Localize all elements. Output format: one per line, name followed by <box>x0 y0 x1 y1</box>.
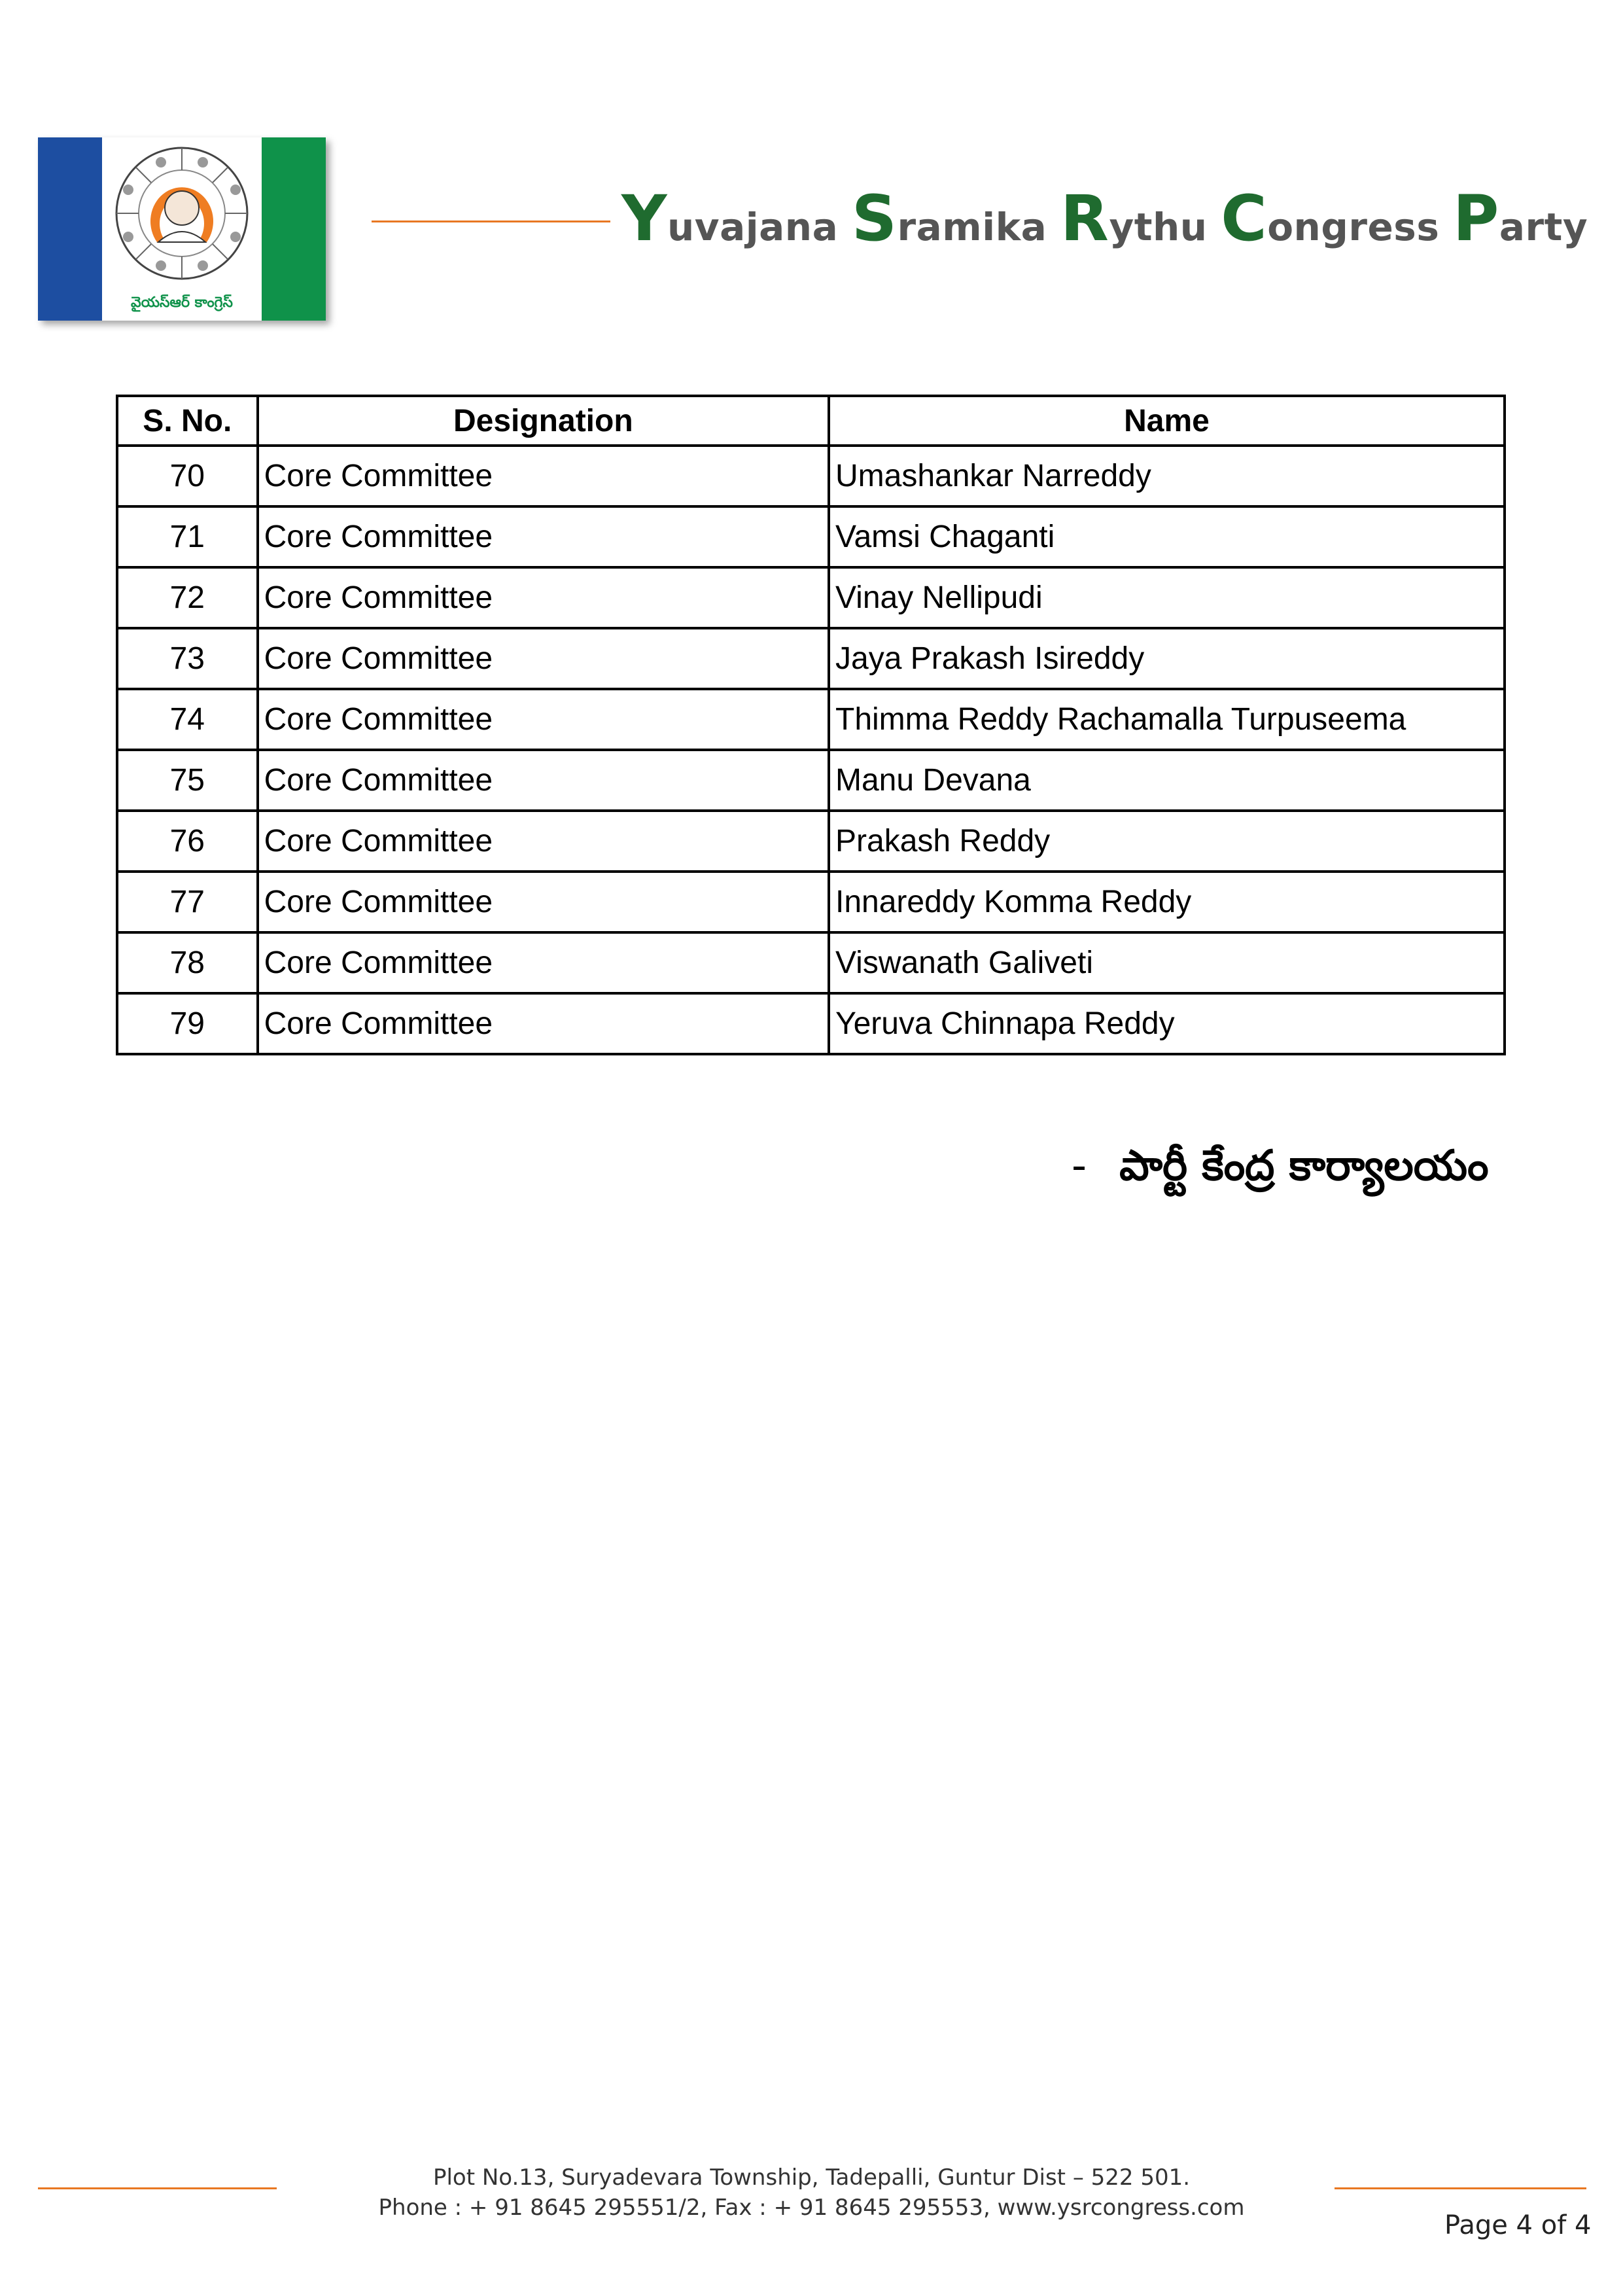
party-name-word: ythu <box>1109 205 1221 249</box>
cell-designation: Core Committee <box>258 628 829 689</box>
table-row <box>117 872 1505 932</box>
header-divider-line <box>372 221 610 222</box>
cell-sno: 72 <box>117 567 258 628</box>
cell-designation: Core Committee <box>258 932 829 993</box>
table-row <box>117 689 1505 750</box>
table-header-row <box>117 396 1505 446</box>
table-row <box>117 932 1505 993</box>
cell-designation: Core Committee <box>258 811 829 872</box>
party-name-word: ongress <box>1267 205 1454 249</box>
party-emblem-icon <box>111 144 253 285</box>
party-name-initial: P <box>1453 182 1499 255</box>
party-name-initial: C <box>1221 182 1268 255</box>
cell-name: Vamsi Chaganti <box>829 506 1505 567</box>
signoff-text: పార్టీ కేంద్ర కార్యాలయం <box>1119 1142 1489 1190</box>
cell-name: Yeruva Chinnapa Reddy <box>829 993 1505 1054</box>
cell-sno: 73 <box>117 628 258 689</box>
party-name-word: arty <box>1499 205 1588 249</box>
flag-white-band <box>102 137 262 321</box>
column-header-sno: S. No. <box>117 396 258 446</box>
cell-designation: Core Committee <box>258 872 829 932</box>
cell-designation: Core Committee <box>258 689 829 750</box>
table-row <box>117 628 1505 689</box>
party-name-title <box>621 182 1588 255</box>
signoff-dash: - <box>1072 1142 1087 1190</box>
cell-name: Jaya Prakash Isireddy <box>829 628 1505 689</box>
party-name-initial: R <box>1060 182 1109 255</box>
party-name-initial: S <box>851 182 898 255</box>
cell-sno: 75 <box>117 750 258 811</box>
cell-name: Umashankar Narreddy <box>829 446 1505 506</box>
flag-blue-band <box>38 137 102 321</box>
cell-sno: 76 <box>117 811 258 872</box>
column-header-designation: Designation <box>258 396 829 446</box>
cell-name: Thimma Reddy Rachamalla Turpuseema <box>829 689 1505 750</box>
cell-sno: 74 <box>117 689 258 750</box>
footer-address <box>0 2163 1623 2223</box>
cell-designation: Core Committee <box>258 993 829 1054</box>
party-name-initial: Y <box>621 182 668 255</box>
table-row <box>117 993 1505 1054</box>
cell-name: Manu Devana <box>829 750 1505 811</box>
table-row <box>117 811 1505 872</box>
column-header-name: Name <box>829 396 1505 446</box>
cell-designation: Core Committee <box>258 750 829 811</box>
cell-designation: Core Committee <box>258 506 829 567</box>
cell-designation: Core Committee <box>258 446 829 506</box>
footer-contact-line: Phone : + 91 8645 295551/2, Fax : + 91 8645 295553, www.ysrcongress.com <box>378 2195 1245 2221</box>
party-name-word: uvajana <box>667 205 852 249</box>
cell-name: Prakash Reddy <box>829 811 1505 872</box>
table-row <box>117 506 1505 567</box>
logo-caption: వైయస్ఆర్ కాంగ్రెస్ <box>131 294 233 311</box>
cell-designation: Core Committee <box>258 567 829 628</box>
table-row <box>117 567 1505 628</box>
page-number: Page 4 of 4 <box>1444 2210 1592 2240</box>
party-logo-flag <box>38 137 326 321</box>
cell-sno: 70 <box>117 446 258 506</box>
cell-name: Vinay Nellipudi <box>829 567 1505 628</box>
cell-sno: 78 <box>117 932 258 993</box>
table-row <box>117 446 1505 506</box>
flag-green-band <box>262 137 326 321</box>
party-name-word: ramika <box>897 205 1061 249</box>
cell-name: Viswanath Galiveti <box>829 932 1505 993</box>
cell-sno: 79 <box>117 993 258 1054</box>
cell-sno: 77 <box>117 872 258 932</box>
table-row <box>117 750 1505 811</box>
cell-name: Innareddy Komma Reddy <box>829 872 1505 932</box>
signoff-office <box>1072 1142 1489 1200</box>
footer-address-line: Plot No.13, Suryadevara Township, Tadepalli, Guntur Dist – 522 501. <box>432 2164 1191 2191</box>
committee-table <box>116 395 1506 1055</box>
cell-sno: 71 <box>117 506 258 567</box>
